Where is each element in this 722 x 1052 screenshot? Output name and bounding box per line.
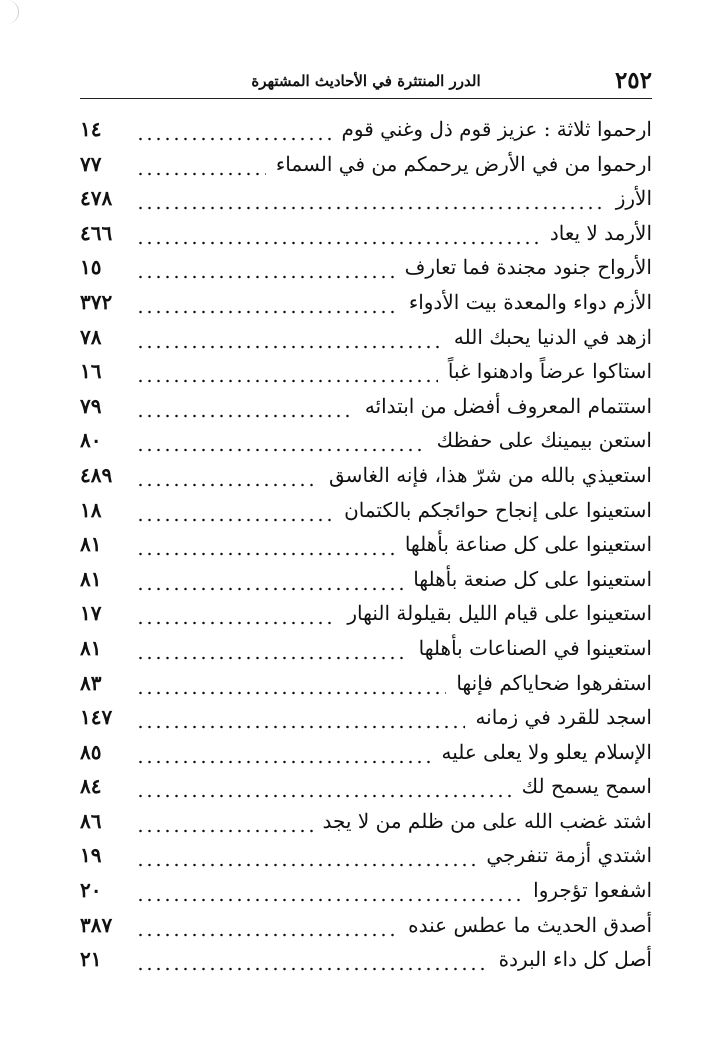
index-entry [80,873,652,908]
entry-page-number: ٨٠ [80,428,102,453]
index-entry [80,320,652,355]
index-entry [80,942,652,977]
entry-text: استفرهوا ضحاياكم فإنها [456,670,652,695]
entry-page-number: ٨١ [80,635,102,660]
index-entry [80,458,652,493]
dot-leader [136,804,313,839]
index-entry [80,562,652,597]
dot-leader [136,147,266,182]
index-entry [80,423,652,458]
entry-text: استعن بيمينك على حفظك [436,428,652,453]
dot-leader [136,942,489,977]
entry-page-number: ٤٦٦ [80,220,113,245]
entry-text: استعيذي بالله من شرّ هذا، فإنه الغاسق [329,462,652,487]
entry-text: استعينوا في الصناعات بأهلها [418,635,652,660]
entry-page-number: ١٤٧ [80,705,113,730]
dot-leader [136,838,476,873]
entry-text: استاكوا عرضاً وادهنوا غباً [447,359,652,384]
entry-text: اشتدي أزمة تنفرجي [486,843,652,868]
dot-leader [136,112,332,147]
dot-leader [136,562,403,597]
entry-text: ارحموا من في الأرض يرحمكم من في السماء [275,151,652,176]
index-entry [80,908,652,943]
entry-text: اسمح يسمح لك [521,774,652,799]
entry-text: استعينوا على كل صنعة بأهلها [413,566,652,591]
index-entry [80,769,652,804]
index-entry [80,735,652,770]
index-entry [80,493,652,528]
running-title: الدرر المنتثرة في الأحاديث المشتهرة [251,72,481,90]
index-entry [80,112,652,147]
index-entry [80,666,652,701]
index-list [80,112,652,977]
entry-page-number: ٢١ [80,947,102,972]
entry-page-number: ٣٧٢ [80,289,113,314]
entry-text: أصدق الحديث ما عطس عنده [408,912,652,937]
dot-leader [136,354,438,389]
entry-text: الإسلام يعلو ولا يعلى عليه [441,739,652,764]
index-entry [80,250,652,285]
entry-text: ارحموا ثلاثة : عزيز قوم ذل وغني قوم [341,117,652,141]
dot-leader [136,216,540,251]
dot-leader [136,700,465,735]
index-entry [80,838,652,873]
entry-page-number: ٢٠ [80,878,102,903]
entry-page-number: ٨١ [80,566,102,591]
header-rule [80,98,652,99]
entry-page-number: ٨١ [80,532,102,557]
dot-leader [136,527,395,562]
entry-text: استعينوا على إنجاح حوائجكم بالكتمان [344,497,652,522]
index-entry [80,285,652,320]
index-entry [80,389,652,424]
page-header [80,66,652,96]
dot-leader [136,873,523,908]
entry-page-number: ٤٧٨ [80,186,113,211]
index-entry [80,216,652,251]
entry-page-number: ٣٨٧ [80,912,113,937]
index-entry [80,804,652,839]
entry-text: استتمام المعروف أفضل من ابتدائه [364,393,652,418]
entry-text: استعينوا على قيام الليل بقيلولة النهار [347,601,652,626]
dot-leader [136,181,606,216]
dot-leader [136,596,337,631]
entry-page-number: ٧٨ [80,324,102,349]
dot-leader [136,389,355,424]
entry-page-number: ٨٣ [80,670,102,695]
dot-leader [136,285,399,320]
entry-page-number: ٨٥ [80,739,102,764]
index-entry [80,596,652,631]
page-number: ٢٥٢ [614,67,652,94]
entry-page-number: ١٩ [80,843,102,868]
entry-page-number: ١٦ [80,359,102,384]
entry-text: أصل كل داء البردة [498,947,652,972]
index-entry [80,147,652,182]
entry-text: الأرواح جنود مجندة فما تعارف [404,255,652,280]
dot-leader [136,908,398,943]
entry-text: استعينوا على كل صناعة بأهلها [404,532,652,557]
index-entry [80,181,652,216]
index-entry [80,700,652,735]
index-entry [80,527,652,562]
dot-leader [136,631,409,666]
entry-page-number: ١٨ [80,497,102,522]
entry-page-number: ٨٤ [80,774,102,799]
page-corner-mark [4,0,19,24]
entry-page-number: ٧٩ [80,393,102,418]
entry-page-number: ١٧ [80,601,102,626]
dot-leader [136,250,395,285]
dot-leader [136,458,319,493]
dot-leader [136,320,444,355]
entry-text: الأرمد لا يعاد [549,220,652,245]
entry-text: اشتد غضب الله على من ظلم من لا يجد [322,808,652,833]
index-entry [80,354,652,389]
entry-page-number: ١٤ [80,117,102,141]
dot-leader [136,735,431,770]
entry-text: الأزم دواء والمعدة بيت الأدواء [408,289,652,314]
entry-text: اشفعوا تؤجروا [533,878,652,903]
entry-page-number: ١٥ [80,255,102,280]
index-entry [80,631,652,666]
entry-text: ازهد في الدنيا يحبك الله [453,324,652,349]
entry-page-number: ٨٦ [80,808,102,833]
entry-text: اسجد للقرد في زمانه [475,705,652,730]
dot-leader [136,423,427,458]
entry-text: الأرز [615,186,652,211]
dot-leader [136,493,334,528]
entry-page-number: ٤٨٩ [80,462,113,487]
dot-leader [136,666,446,701]
dot-leader [136,769,512,804]
entry-page-number: ٧٧ [80,151,102,176]
